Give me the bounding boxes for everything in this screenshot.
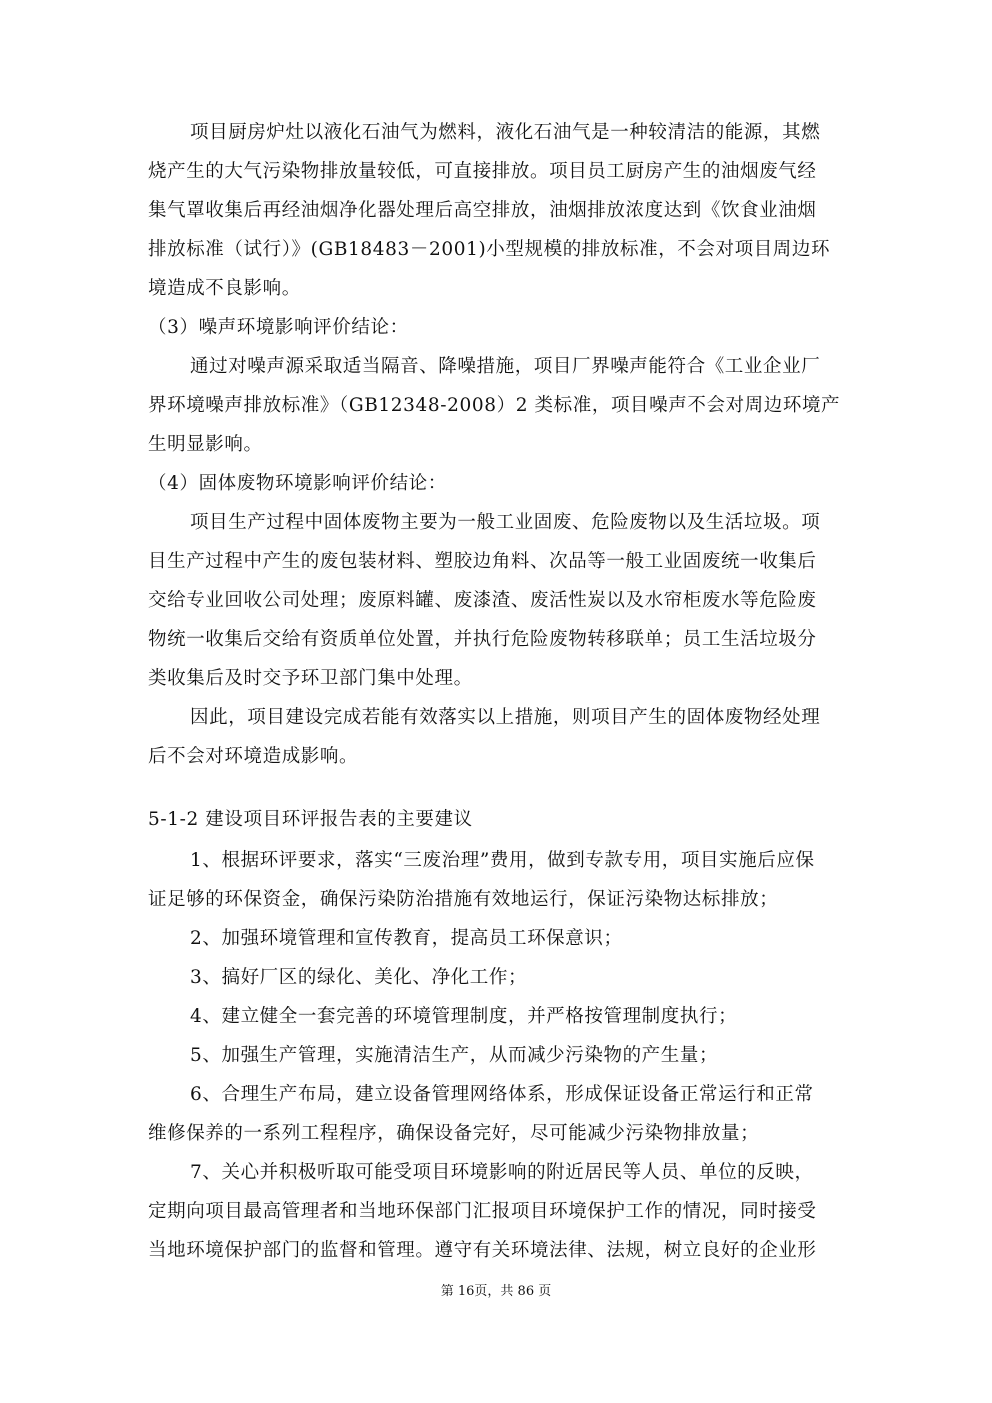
- text-line: 境造成不良影响。: [148, 278, 301, 299]
- text-line: 类收集后及时交予环卫部门集中处理。: [148, 668, 473, 689]
- section-heading: （3）噪声环境影响评价结论：: [148, 317, 409, 338]
- text-line: 烧产生的大气污染物排放量较低，可直接排放。项目员工厨房产生的油烟废气经: [148, 161, 817, 182]
- text-line: 物统一收集后交给有资质单位处置，并执行危险废物转移联单；员工生活垃圾分: [148, 629, 817, 650]
- text-line: 定期向项目最高管理者和当地环保部门汇报项目环境保护工作的情况，同时接受: [148, 1201, 817, 1222]
- text-line: 当地环境保护部门的监督和管理。遵守有关环境法律、法规，树立良好的企业形: [148, 1240, 817, 1261]
- text-line: 4、建立健全一套完善的环境管理制度，并严格按管理制度执行；: [190, 1006, 738, 1027]
- text-line: 6、合理生产布局，建立设备管理网络体系，形成保证设备正常运行和正常: [190, 1084, 814, 1105]
- text-line: 2、加强环境管理和宣传教育，提高员工环保意识；: [190, 928, 623, 949]
- text-line: 维修保养的一系列工程程序，确保设备完好，尽可能减少污染物排放量；: [148, 1123, 760, 1144]
- text-line: 交给专业回收公司处理；废原料罐、废漆渣、废活性炭以及水帘柜废水等危险废: [148, 590, 817, 611]
- text-line: 3、搞好厂区的绿化、美化、净化工作；: [190, 967, 528, 988]
- text-line: 1、根据环评要求，落实“三废治理”费用，做到专款专用，项目实施后应保: [190, 850, 815, 871]
- text-line: 通过对噪声源采取适当隔音、降噪措施，项目厂界噪声能符合《工业企业厂: [190, 356, 821, 377]
- text-line: 集气罩收集后再经油烟净化器处理后高空排放，油烟排放浓度达到《饮食业油烟: [148, 200, 817, 221]
- text-line: 后不会对环境造成影响。: [148, 746, 359, 767]
- text-line: 界环境噪声排放标准》（GB12348-2008）2 类标准，项目噪声不会对周边环境产: [148, 395, 841, 416]
- text-line: 排放标准（试行）》(GB18483－2001)小型规模的排放标准，不会对项目周边环: [148, 239, 831, 260]
- text-line: 5、加强生产管理，实施清洁生产，从而减少污染物的产生量；: [190, 1045, 719, 1066]
- text-line: 项目厨房炉灶以液化石油气为燃料，液化石油气是一种较清洁的能源，其燃: [190, 122, 821, 143]
- text-line: 7、关心并积极听取可能受项目环境影响的附近居民等人员、单位的反映，: [190, 1162, 814, 1183]
- text-line: 证足够的环保资金，确保污染防治措施有效地运行，保证污染物达标排放；: [148, 889, 779, 910]
- text-line: 项目生产过程中固体废物主要为一般工业固废、危险废物以及生活垃圾。项: [190, 512, 821, 533]
- text-line: 目生产过程中产生的废包装材料、塑胶边角料、次品等一般工业固废统一收集后: [148, 551, 817, 572]
- text-line: 生明显影响。: [148, 434, 263, 455]
- section-heading: （4）固体废物环境影响评价结论：: [148, 473, 447, 494]
- page-footer: 第 16页，共 86 页: [440, 1284, 552, 1299]
- section-heading: 5-1-2 建设项目环评报告表的主要建议: [148, 809, 473, 830]
- text-line: 因此，项目建设完成若能有效落实以上措施，则项目产生的固体废物经处理: [190, 707, 821, 728]
